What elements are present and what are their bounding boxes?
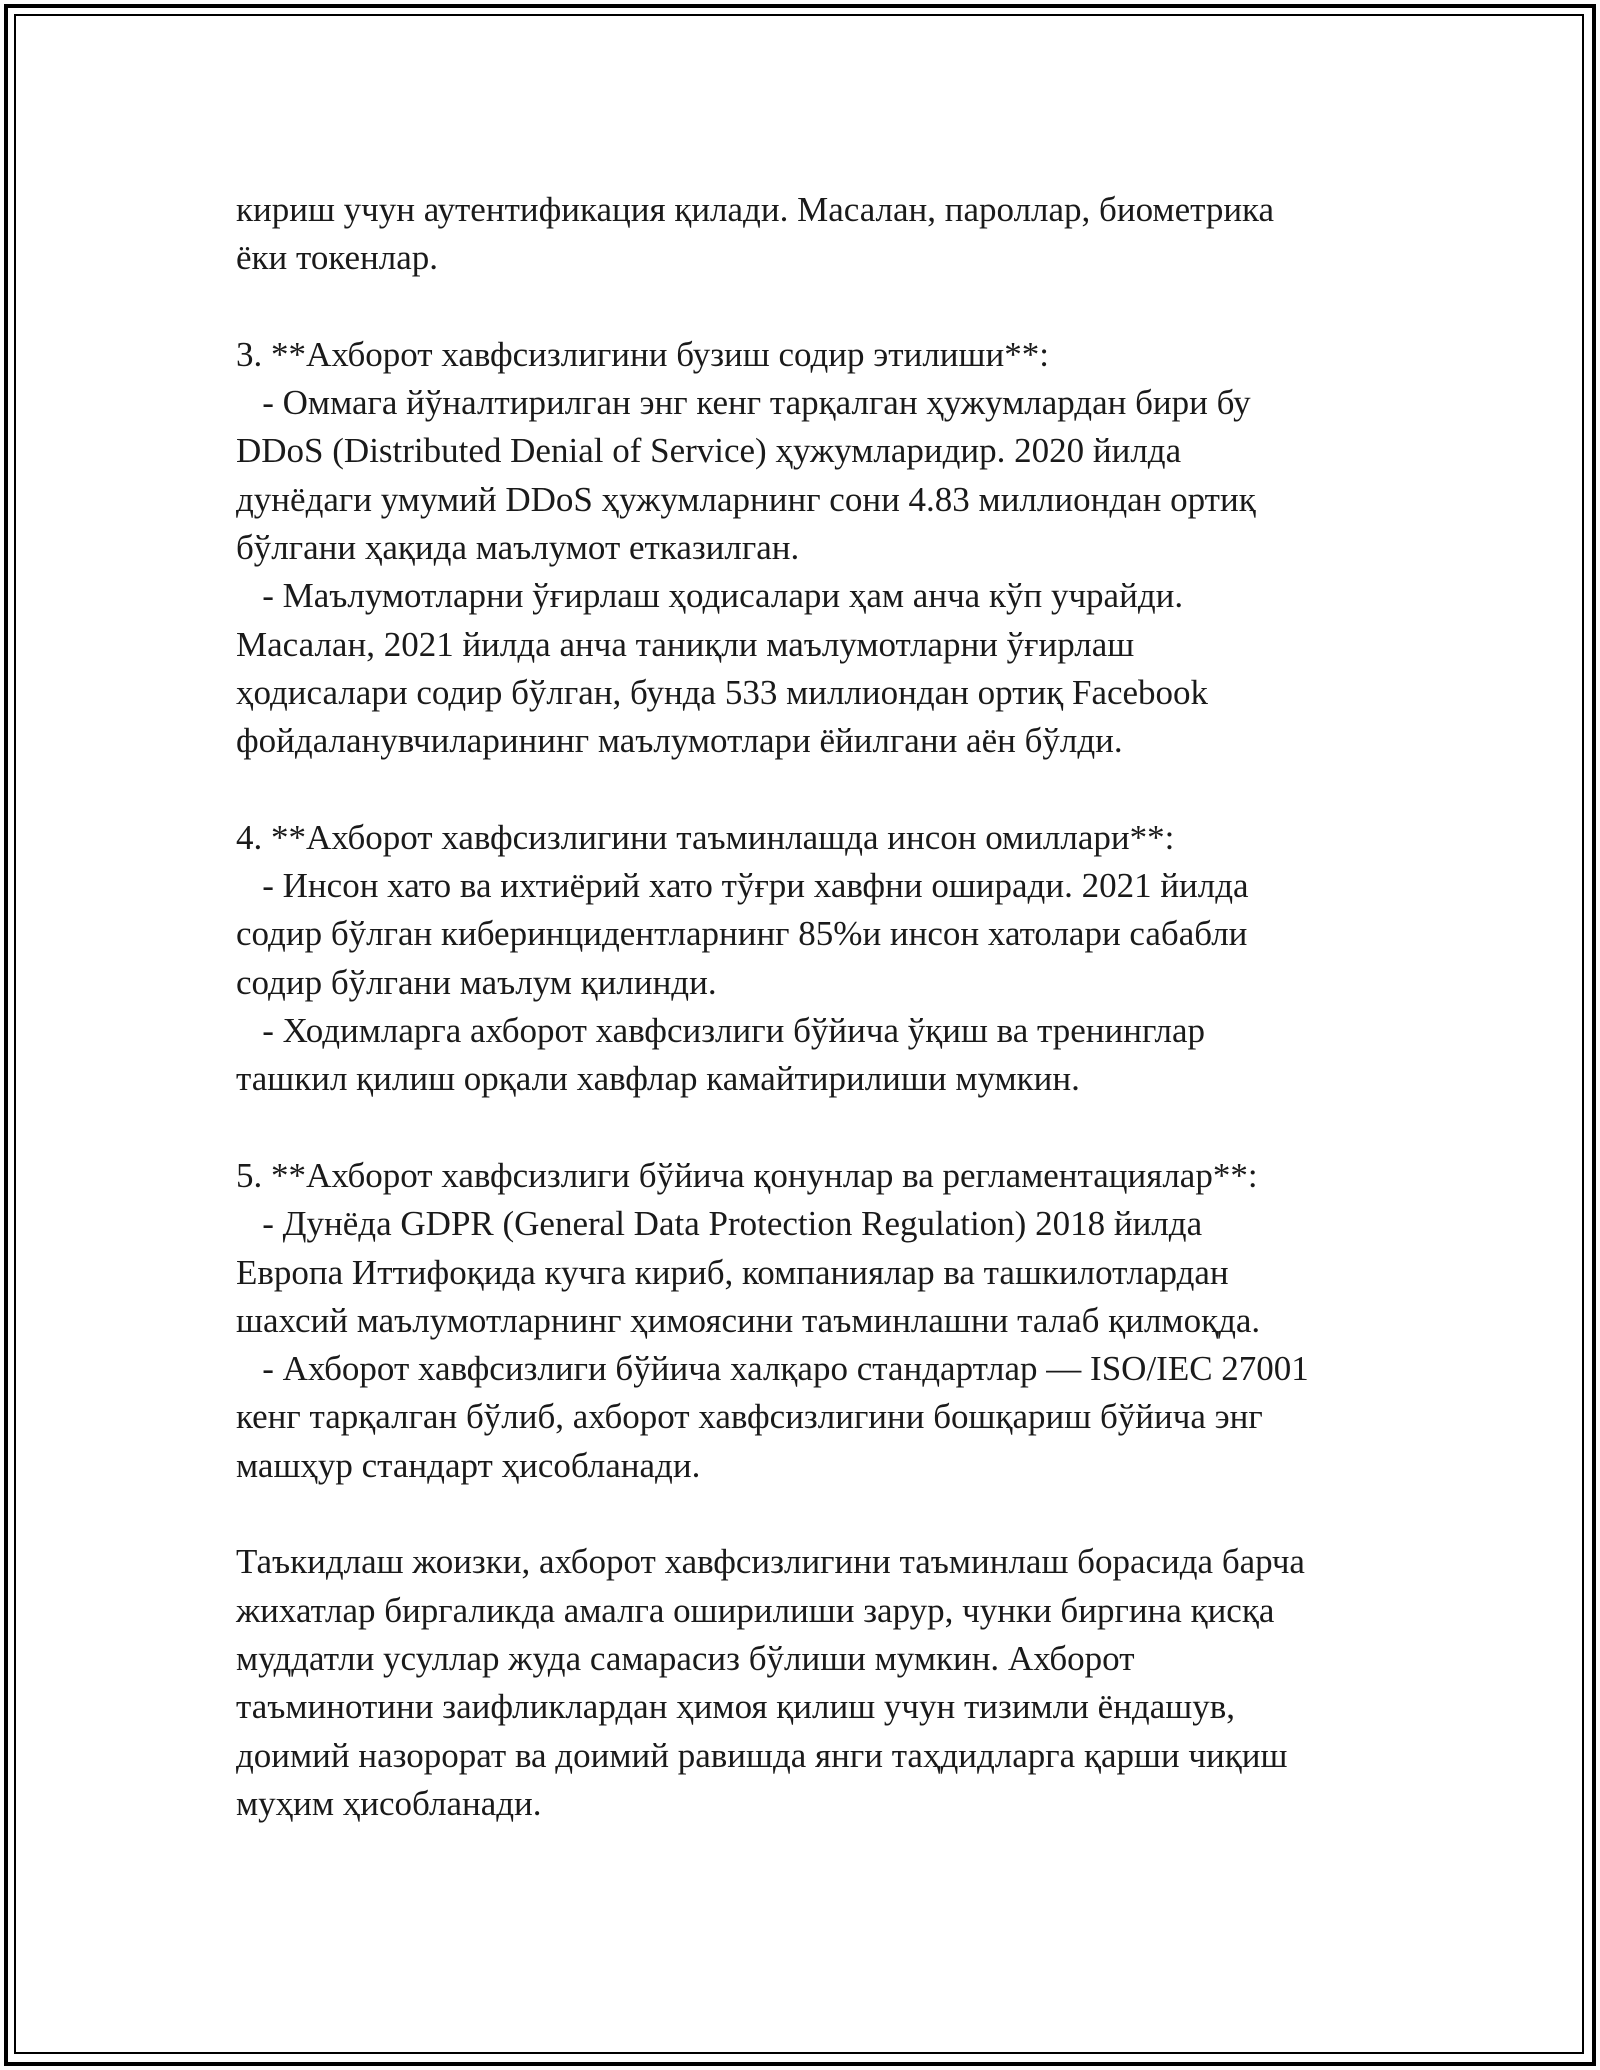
text-line: 5. **Ахборот хавфсизлиги бўйича қонунлар ва регламентациялар**: (236, 1155, 1258, 1195)
text-line: 4. **Ахборот хавфсизлигини таъминлашда инсон омиллари**: (236, 817, 1175, 857)
blank-line (236, 766, 1416, 814)
text-line: таъминотини заифликлардан ҳимоя қилиш учун тизимли ёндашув, (236, 1687, 1235, 1727)
text-line: доимий назорорат ва доимий равишда янги таҳдидларга қарши чиқиш (236, 1735, 1288, 1775)
text-line: Таъкидлаш жоизки, ахборот хавфсизлигини таъминлаш борасида барча (236, 1542, 1305, 1582)
text-line: дунёдаги умумий DDoS ҳужумларнинг сони 4.83 миллиондан ортиқ (236, 479, 1256, 519)
text-line: содир бўлгани маълум қилинди. (236, 962, 717, 1002)
text-line: - Инсон хато ва ихтиёрий хато тўғри хавфни оширади. 2021 йилда (236, 866, 1249, 906)
text-line: фойдаланувчиларининг маълумотлари ёйилгани аён бўлди. (236, 721, 1123, 761)
document-body (236, 186, 1416, 1828)
text-line: машҳур стандарт ҳисобланади. (236, 1445, 701, 1485)
text-line: DDoS (Distributed Denial of Service) ҳужумларидир. 2020 йилда (236, 431, 1182, 471)
text-line: 3. **Ахборот хавфсизлигини бузиш содир этилиши**: (236, 334, 1049, 374)
text-line: жихатлар биргаликда амалга оширилиши зарур, чунки биргина қисқа (236, 1590, 1275, 1630)
text-line: муддатли усуллар жуда самарасиз бўлиши мумкин. Ахборот (236, 1638, 1135, 1678)
blank-line (236, 1490, 1416, 1538)
text-line: - Маълумотларни ўғирлаш ҳодисалари ҳам анча кўп учрайди. (236, 576, 1184, 616)
blank-line (236, 1104, 1416, 1152)
text-line: ҳодисалари содир бўлган, бунда 533 миллиондан ортиқ Facebook (236, 672, 1209, 712)
text-line: - Дунёда GDPR (General Data Protection Regulation) 2018 йилда (236, 1204, 1203, 1244)
text-line: Европа Иттифоқида кучга кириб, компаниялар ва ташкилотлардан (236, 1252, 1229, 1292)
text-line: - Ходимларга ахборот хавфсизлиги бўйича ўқиш ва тренинглар (236, 1011, 1206, 1051)
text-line: шахсий маълумотларнинг ҳимоясини таъминлашни талаб қилмоқда. (236, 1300, 1261, 1340)
blank-line (236, 283, 1416, 331)
text-line: муҳим ҳисобланади. (236, 1783, 542, 1823)
text-line: кенг тарқалган бўлиб, ахборот хавфсизлигини бошқариш бўйича энг (236, 1397, 1263, 1437)
text-line: Масалан, 2021 йилда анча таниқли маълумотларни ўғирлаш (236, 624, 1135, 664)
text-line: содир бўлган киберинцидентларнинг 85%и инсон хатолари сабабли (236, 914, 1248, 954)
text-line: ташкил қилиш орқали хавфлар камайтирилиши мумкин. (236, 1059, 1080, 1099)
text-line: - Оммага йўналтирилган энг кенг тарқалган ҳужумлардан бири бу (236, 383, 1251, 423)
text-line: бўлгани ҳақида маълумот етказилган. (236, 528, 800, 568)
text-line: - Ахборот хавфсизлиги бўйича халқаро стандартлар — ISO/IEC 27001 (236, 1349, 1309, 1389)
text-line: ёки токенлар. (236, 238, 439, 278)
text-line: кириш учун аутентификация қилади. Масалан, пароллар, биометрика (236, 190, 1275, 229)
